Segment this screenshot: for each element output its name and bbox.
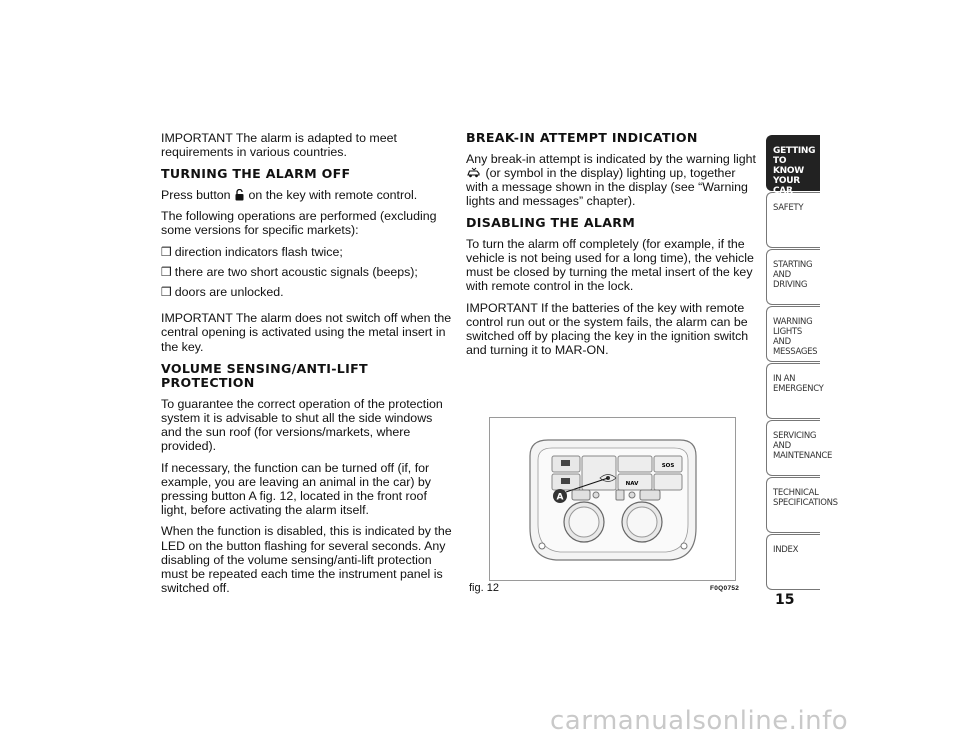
tab-technical-specifications[interactable]: TECHNICAL SPECIFICATIONS bbox=[766, 477, 820, 533]
list-item: ❒ there are two short acoustic signals (beeps); bbox=[161, 264, 418, 279]
tab-starting-and-driving[interactable]: STARTING AND DRIVING bbox=[766, 249, 820, 305]
important-adapted: IMPORTANT The alarm is adapted to meet requirements in various countries. bbox=[161, 131, 397, 160]
para-guarantee: To guarantee the correct operation of the protection system it is advisable to shut all the side windows and the sun roof (for versions/markets, where provided). bbox=[161, 396, 443, 454]
tab-index[interactable]: INDEX bbox=[766, 534, 820, 590]
nav-label: NAV bbox=[625, 481, 639, 487]
list-item: ❒ doors are unlocked. bbox=[161, 284, 284, 299]
heading-turning-off: TURNING THE ALARM OFF bbox=[161, 166, 351, 182]
checkbox-bullet-icon: ❒ bbox=[161, 284, 172, 299]
figure-caption: fig. 12 bbox=[469, 582, 499, 594]
heading-disabling: DISABLING THE ALARM bbox=[466, 215, 636, 231]
car-alarm-warning-icon bbox=[467, 167, 481, 179]
figure-code: F0Q0752 bbox=[710, 585, 740, 592]
operations-intro: The following operations are performed (excluding some versions for specific markets): bbox=[161, 209, 437, 238]
heading-volume-sensing: VOLUME SENSING/ANTI-LIFT PROTECTION bbox=[161, 360, 368, 391]
important-central: IMPORTANT The alarm does not switch off when the central opening is activated using the metal insert in the key. bbox=[161, 311, 452, 354]
list-item: ❒ direction indicators flash twice; bbox=[161, 244, 343, 259]
para-important-batteries: IMPORTANT If the batteries of the key with remote control run out or the system fails, the alarm can be switched off by placing the key in the ignition switch and turning it to MAR-ON. bbox=[466, 300, 749, 358]
press-button-paragraph: Press button on the key with remote control. bbox=[161, 187, 418, 202]
para-turn-off: To turn the alarm off completely (for example, if the vehicle is not being used for a long time), the vehicle must be closed by turning the metal insert of the key with remote control in the lock. bbox=[466, 236, 754, 294]
right-column bbox=[466, 131, 758, 364]
tab-warning-lights[interactable]: WARNING LIGHTS AND MESSAGES bbox=[766, 306, 820, 362]
sos-label: SOS bbox=[661, 463, 675, 469]
para-break-in: Any break-in attempt is indicated by the warning light (or symbol in the display) lighting up, together with a message shown in the display (see “Warning lights and messages” chapter). bbox=[466, 151, 756, 209]
chapter-tabs bbox=[766, 135, 838, 591]
left-column bbox=[161, 131, 453, 602]
unlock-padlock-icon bbox=[235, 189, 244, 201]
callout-a: A bbox=[556, 492, 564, 503]
para-disabled: When the function is disabled, this is indicated by the LED on the button flashing for several seconds. Any disabling of the volume sensing/anti-lift protection must be repeated each time the instrument panel is switched off. bbox=[161, 524, 452, 596]
tab-in-an-emergency[interactable]: IN AN EMERGENCY bbox=[766, 363, 820, 419]
heading-break-in: BREAK-IN ATTEMPT INDICATION bbox=[466, 130, 698, 145]
tab-safety[interactable]: SAFETY bbox=[766, 192, 820, 248]
checkbox-bullet-icon: ❒ bbox=[161, 244, 172, 259]
watermark: carmanualsonline.info bbox=[550, 706, 849, 736]
checkbox-bullet-icon: ❒ bbox=[161, 264, 172, 279]
page-number: 15 bbox=[775, 592, 795, 608]
tab-getting-to-know-your-car[interactable]: GETTING TO KNOW YOUR CAR bbox=[766, 135, 820, 191]
para-necessary: If necessary, the function can be turned off (if, for example, you are leaving an animal in the car) by pressing button A fig. 12, located in the front roof light, before activating the alarm itself. bbox=[161, 460, 431, 518]
roof-light-illustration bbox=[490, 418, 735, 580]
figure-roof-light bbox=[489, 417, 736, 581]
tab-servicing[interactable]: SERVICING AND MAINTENANCE bbox=[766, 420, 820, 476]
